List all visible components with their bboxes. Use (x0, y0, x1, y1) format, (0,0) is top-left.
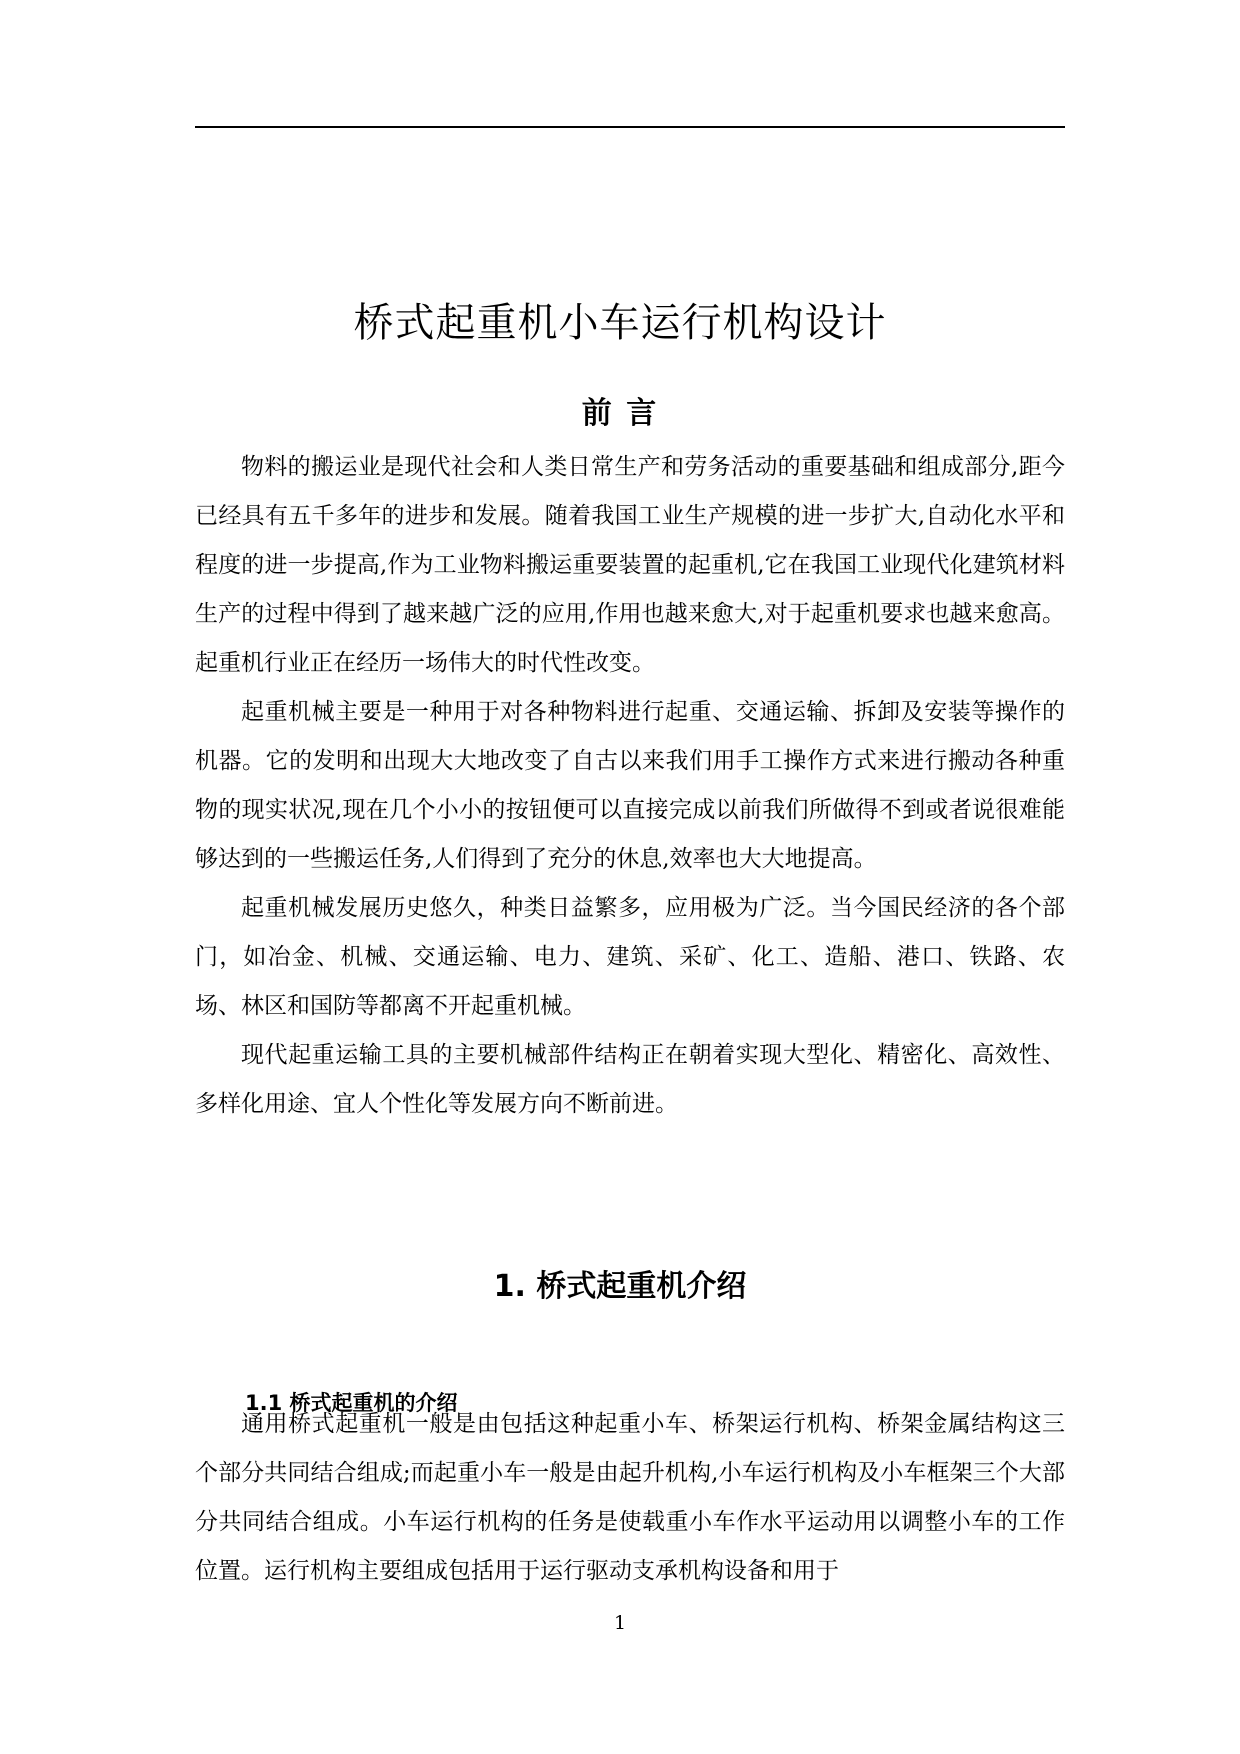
section-heading: 1. 桥式起重机介绍 (493, 1268, 747, 1304)
document-title: 桥式起重机小车运行机构设计 (353, 299, 887, 346)
preface-body (195, 443, 1065, 1129)
header-rule (195, 126, 1065, 128)
subsection-heading: 1.1 桥式起重机的介绍 (245, 1391, 458, 1415)
preface-paragraph: 现代起重运输工具的主要机械部件结构正在朝着实现大型化、精密化、高效性、多样化用途、宜人个性化等发展方向不断前进。 (195, 1042, 1065, 1117)
section-body (195, 1400, 1065, 1596)
preface-heading: 前 言 (581, 395, 659, 431)
section-paragraph: 通用桥式起重机一般是由包括这种起重小车、桥架运行机构、桥架金属结构这三个部分共同结合组成;而起重小车一般是由起升机构,小车运行机构及小车框架三个大部分共同结合组成。小车运行机构的任务是使载重小车作水平运动用以调整小车的工作位置。运行机构主要组成包括用于运行驱动支承机构设备和用于 (195, 1411, 1065, 1584)
preface-paragraph: 起重机械发展历史悠久，种类日益繁多，应用极为广泛。当今国民经济的各个部门，如冶金、机械、交通运输、电力、建筑、采矿、化工、造船、港口、铁路、农场、林区和国防等都离不开起重机械。 (195, 895, 1065, 1019)
preface-paragraph: 物料的搬运业是现代社会和人类日常生产和劳务活动的重要基础和组成部分,距今已经具有五千多年的进步和发展。随着我国工业生产规模的进一步扩大,自动化水平和程度的进一步提高,作为工业物料搬运重要装置的起重机,它在我国工业现代化建筑材料生产的过程中得到了越来越广泛的应用,作用也越来愈大,对于起重机要求也越来愈高。起重机行业正在经历一场伟大的时代性改变。 (195, 454, 1065, 676)
page-number: 1 (613, 1612, 627, 1634)
preface-paragraph: 起重机械主要是一种用于对各种物料进行起重、交通运输、拆卸及安装等操作的机器。它的发明和出现大大地改变了自古以来我们用手工操作方式来进行搬动各种重物的现实状况,现在几个小小的按钮便可以直接完成以前我们所做得不到或者说很难能够达到的一些搬运任务,人们得到了充分的休息,效率也大大地提高。 (195, 699, 1065, 872)
